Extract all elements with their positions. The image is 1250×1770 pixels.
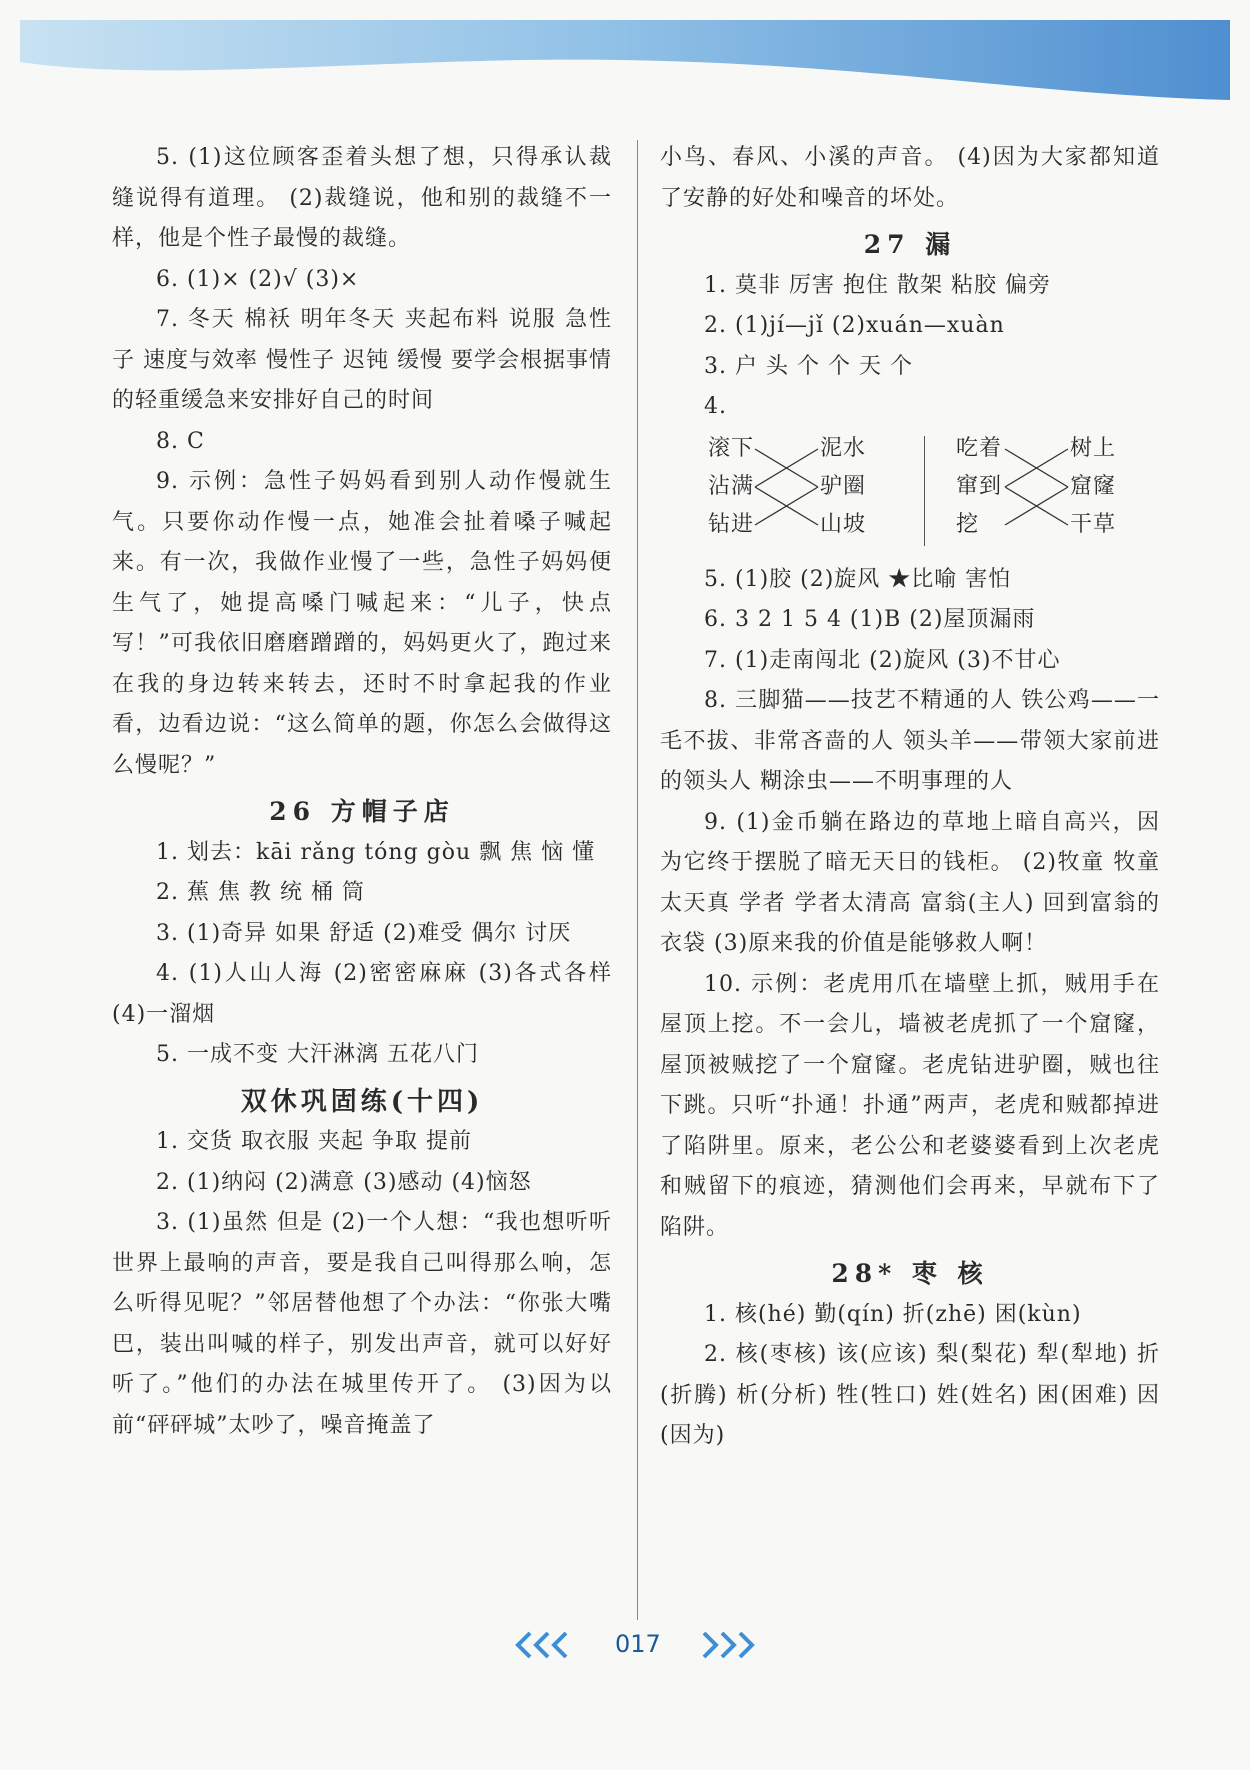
match-word: 干草 xyxy=(1070,511,1117,537)
answer-line: 3. (1)奇异 如果 舒适 (2)难受 偶尔 讨厌 xyxy=(156,920,572,946)
answer-line: 5. (1)胶 (2)旋风 ★比喻 害怕 xyxy=(704,566,1012,592)
match-word: 驴圈 xyxy=(820,473,867,499)
answer-line: 小鸟、春风、小溪的声音。 (4)因为大家都知道了安静的好处和噪音的坏处。 xyxy=(660,145,1160,211)
answer-line: 2. (1)jí—jǐ (2)xuán—xuàn xyxy=(704,313,1005,338)
answer-line: 9. 示例：急性子妈妈看到别人动作慢就生气。只要你动作慢一点，她准会扯着嗓子喊起来。有一次，我做作业慢了一些，急性子妈妈便生气了，她提高嗓门喊起来：“儿子，快点写！”可我依旧磨磨蹭蹭的，妈妈更火了，跑过来在我的身边转来转去，还时不时拿起我的作业看，边看边说：“这么简单的题，你怎么会做得这么慢呢？” xyxy=(112,469,612,778)
answer-line: 1. 莫非 厉害 抱住 散架 粘胶 偏旁 xyxy=(704,272,1051,298)
lesson-heading-26: 26 方帽子店 xyxy=(269,797,455,826)
answer-line: 4. (1)人山人海 (2)密密麻麻 (3)各式各样 (4)一溜烟 xyxy=(112,961,612,1027)
answer-line: 3. 户 头 个 个 天 个 xyxy=(704,353,913,379)
match-word: 滚下 xyxy=(708,435,755,461)
answer-line: 6. 3 2 1 5 4 (1)B (2)屋顶漏雨 xyxy=(704,607,1036,632)
match-word: 树上 xyxy=(1070,435,1117,461)
top-banner xyxy=(20,20,1230,100)
answer-line: 7. 冬天 棉袄 明年冬天 夹起布料 说服 急性子 速度与效率 慢性子 迟钝 缓慢 要学会根据事情的轻重缓急来安排好自己的时间 xyxy=(112,307,612,413)
answer-line: 2. (1)纳闷 (2)满意 (3)感动 (4)恼怒 xyxy=(156,1169,532,1195)
answer-line: 1. 划去：kāi rǎng tóng gòu 飘 焦 恼 懂 xyxy=(156,839,596,865)
column-divider xyxy=(637,140,638,1620)
match-word: 窟窿 xyxy=(1070,473,1117,499)
left-column xyxy=(112,138,612,1446)
answer-line: 2. 核(枣核) 该(应该) 梨(梨花) 犁(犁地) 折(折腾) 析(分析) 牲(牲口) 姓(姓名) 困(困难) 因(因为) xyxy=(660,1342,1160,1448)
answer-line: 3. (1)虽然 但是 (2)一个人想：“我也想听听世界上最响的声音，要是我自己叫得那么响，怎么听得见呢？”邻居替他想了个办法：“你张大嘴巴，装出叫喊的样子，别发出声音，就可以好好听了。”他们的办法在城里传开了。 (3)因为以前“砰砰城”太吵了，噪音掩盖了 xyxy=(112,1210,612,1438)
right-column xyxy=(660,138,1160,1457)
answer-line: 10. 示例：老虎用爪在墙壁上抓，贼用手在屋顶上挖。不一会儿，墙被老虎抓了一个窟窿，屋顶被贼挖了一个窟窿。老虎钻进驴圈，贼也往下跳。只听“扑通！扑通”两声，老虎和贼都掉进了陷阱里。原来，老公公和老婆婆看到上次老虎和贼留下的痕迹，猜测他们会再来，早就布下了陷阱。 xyxy=(660,971,1160,1240)
answer-line: 6. (1)× (2)√ (3)× xyxy=(156,266,360,292)
match-word: 钻进 xyxy=(708,511,755,537)
match-word: 泥水 xyxy=(820,435,867,461)
lesson-heading-27: 27 漏 xyxy=(863,230,957,259)
answer-line: 4. xyxy=(704,394,727,419)
answer-line: 1. 交货 取衣服 夹起 争取 提前 xyxy=(156,1129,472,1154)
answer-line: 1. 核(hé) 勤(qín) 折(zhē) 困(kùn) xyxy=(704,1301,1082,1327)
page-number: 017 xyxy=(615,1630,661,1658)
match-word: 窜到 xyxy=(956,473,1003,499)
match-lines xyxy=(660,434,1160,552)
answer-line: 5. (1)这位顾客歪着头想了想，只得承认裁缝说得有道理。 (2)裁缝说，他和别的裁缝不一样，他是个性子最慢的裁缝。 xyxy=(112,145,612,251)
match-word: 吃着 xyxy=(956,435,1003,461)
answer-line: 5. 一成不变 大汗淋漓 五花八门 xyxy=(156,1042,479,1067)
match-word: 山坡 xyxy=(820,511,867,537)
answer-line: 2. 蕉 焦 教 统 桶 筒 xyxy=(156,880,365,905)
answer-line: 7. (1)走南闯北 (2)旋风 (3)不甘心 xyxy=(704,647,1061,673)
lesson-heading-28: 28* 枣 核 xyxy=(831,1259,989,1288)
answer-line: 8. 三脚猫——技艺不精通的人 铁公鸡——一毛不拔、非常吝啬的人 领头羊——带领大家前进的领头人 糊涂虫——不明事理的人 xyxy=(660,688,1160,794)
matching-exercise xyxy=(660,434,1160,552)
review-heading: 双休巩固练(十四) xyxy=(240,1086,484,1117)
answer-line: 8. C xyxy=(156,428,205,454)
match-word: 沾满 xyxy=(708,473,755,499)
match-word: 挖 xyxy=(956,511,980,537)
answer-line: 9. (1)金币躺在路边的草地上暗自高兴，因为它终于摆脱了暗无天日的钱柜。 (2)牧童 牧童太天真 学者 学者太清高 富翁(主人) 回到富翁的衣袋 (3)原来我的价值是能够救人啊！ xyxy=(660,809,1160,956)
